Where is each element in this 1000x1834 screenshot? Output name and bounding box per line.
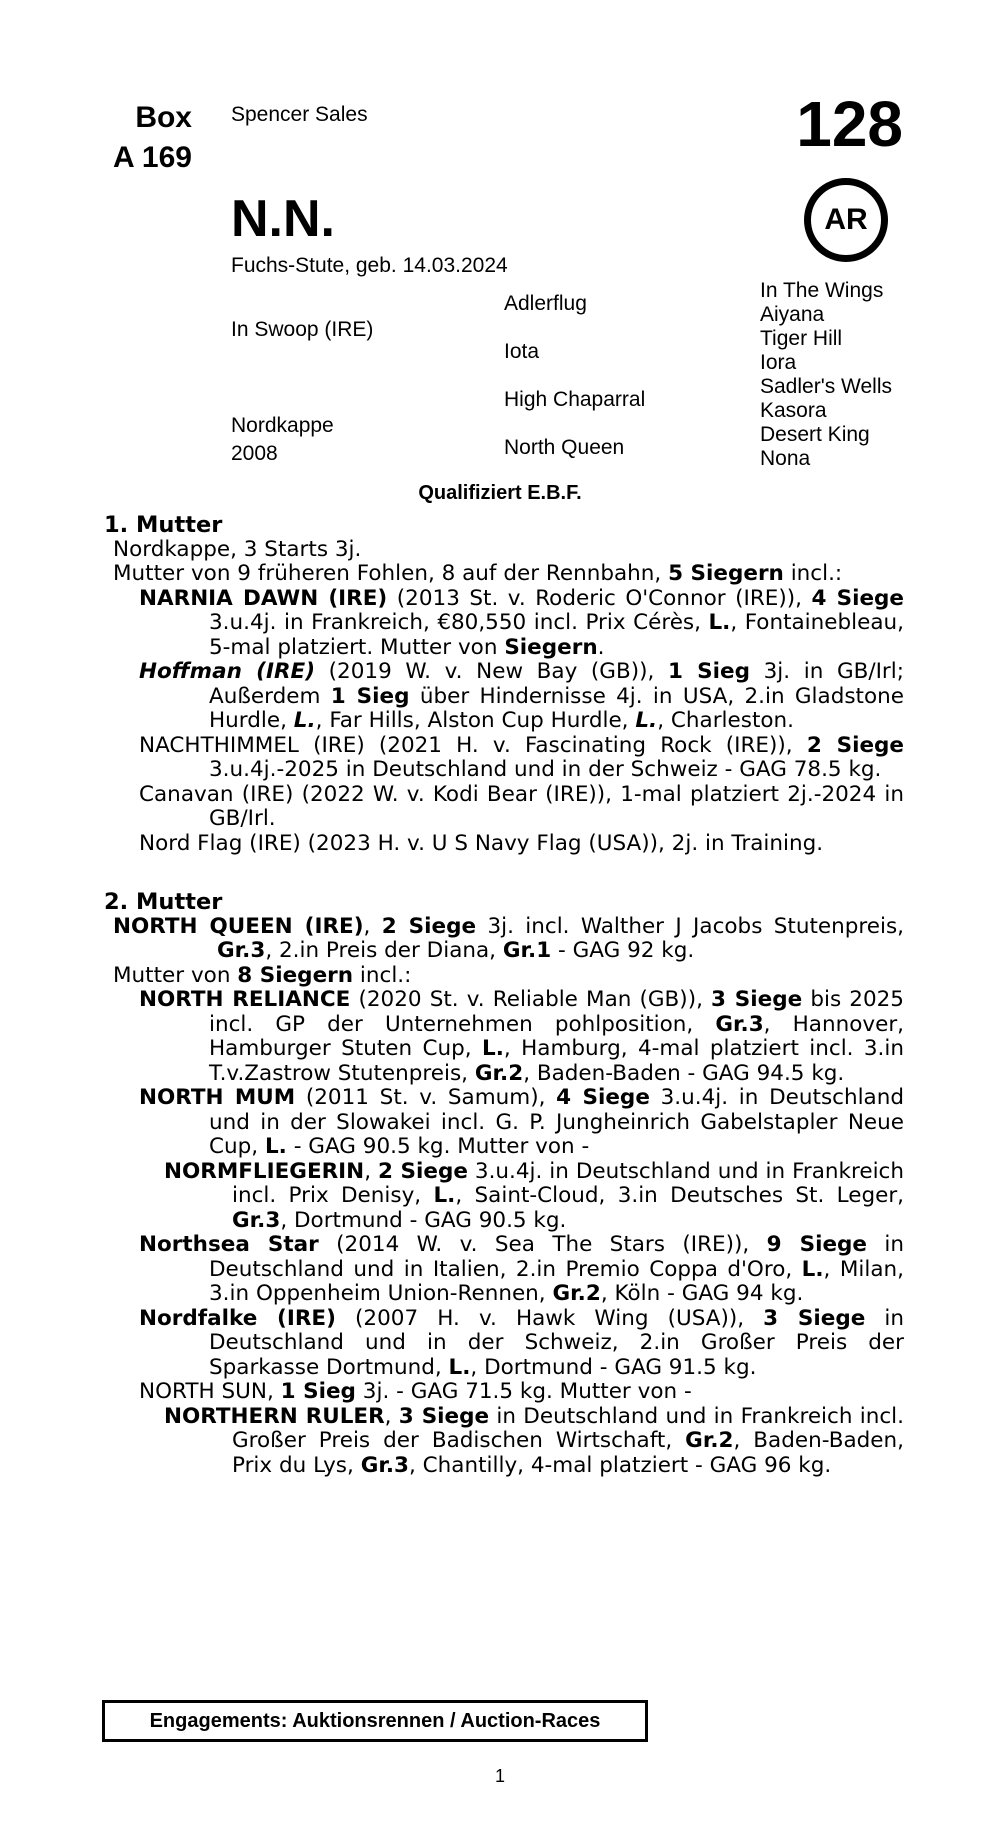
produce-entry: NARNIA DAWN (IRE) (2013 St. v. Roderic O'Connor (IRE)), 4 Siege 3.u.4j. in Frankreich, €80,550 incl. Prix Cérès, L., Fontainebleau, 5-mal platziert. Mutter von Siegern. [139,585,904,660]
ar-badge-label: AR [824,203,868,236]
pedigree-gen3: Desert King [760,423,870,446]
second-dam-title: 2. Mutter [104,889,223,915]
pedigree-gen2: Iota [504,340,540,363]
produce-entry: NORTH MUM (2011 St. v. Samum), 4 Siege 3.u.4j. in Deutschland und in der Slowakei incl. G. P. Jungheinrich Gabelstapler Neue Cup, L. - GAG 90.5 kg. Mutter von - [139,1085,905,1159]
produce-entry: NACHTHIMMEL (IRE) (2021 H. v. Fascinating Rock (IRE)), 2 Siege 3.u.4j.-2025 in Deutschland und in der Schweiz - GAG 78.5 kg. [139,732,904,782]
first-dam-title: 1. Mutter [104,512,223,538]
first-dam-line: Nordkappe, 3 Starts 3j. [113,536,362,562]
pedigree-sire: In Swoop (IRE) [231,318,374,341]
lot-number: 128 [796,88,903,160]
produce-entry: Hoffman (IRE) (2019 W. v. New Bay (GB)), 1 Sieg 3j. in GB/Irl; Außerdem 1 Sieg über Hindernisse 4j. in USA, 2.in Gladstone Hurdle, L., Far Hills, Alston Cup Hurdle, L., Charleston. [139,659,904,733]
box-label: Box [135,101,192,134]
second-dam-section [104,890,904,1478]
pedigree-gen2: North Queen [504,436,625,459]
pedigree-dam: Nordkappe [231,414,334,437]
pedigree-gen3: Kasora [760,399,827,422]
produce-entry: Nord Flag (IRE) (2023 H. v. U S Navy Flag (USA)), 2j. in Training. [139,830,824,856]
produce-entry: Canavan (IRE) (2022 W. v. Kodi Bear (IRE)), 1-mal platziert 2j.-2024 in GB/Irl. [139,781,904,831]
first-dam-section [104,513,904,856]
produce-entry: NORMFLIEGERIN, 2 Siege 3.u.4j. in Deutschland und in Frankreich incl. Prix Denisy, L., Saint-Cloud, 3.in Deutsches St. Leger, Gr.3, Dortmund - GAG 90.5 kg. [164,1158,904,1233]
pedigree-gen3: Aiyana [760,303,825,326]
engagements-box: Engagements: Auktionsrennen / Auction-Races [102,1700,648,1742]
second-dam-produce-line: Mutter von 8 Siegern incl.: [113,962,412,988]
pedigree-gen2: High Chaparral [504,388,646,411]
produce-entry: NORTH RELIANCE (2020 St. v. Reliable Man (GB)), 3 Siege bis 2025 incl. GP der Unternehmen pohlposition, Gr.3, Hannover, Hamburger Stuten Cup, L., Hamburg, 4-mal platziert incl. 3.in T.v.Zastrow Stutenpreis, Gr.2, Baden-Baden - GAG 94.5 kg. [139,987,904,1086]
pedigree-gen3: Iora [760,351,797,374]
ar-badge [804,178,888,262]
produce-entry: NORTHERN RULER, 3 Siege in Deutschland und in Frankreich incl. Großer Preis der Badischen Wirtschaft, Gr.2, Baden-Baden, Prix du Lys, Gr.3, Chantilly, 4-mal platziert - GAG 96 kg. [164,1403,904,1478]
horse-name: N.N. [231,190,335,248]
pedigree-dam-year: 2008 [231,442,278,465]
pedigree-gen2: Adlerflug [504,292,587,315]
pedigree-gen3: Nona [760,447,811,470]
pedigree-gen3: Sadler's Wells [760,375,892,398]
pedigree-gen3: In The Wings [760,279,884,302]
page-number: 1 [494,1766,505,1786]
pedigree-gen3: Tiger Hill [760,327,843,350]
box-label-block [100,98,192,178]
first-dam-produce-line: Mutter von 9 früheren Fohlen, 8 auf der Rennbahn, 5 Siegern incl.: [113,561,843,586]
qualification: Qualifiziert E.B.F. [418,482,582,504]
second-dam-line: NORTH QUEEN (IRE), 2 Siege 3j. incl. Walther J Jacobs Stutenpreis, Gr.3, 2.in Preis der Diana, Gr.1 - GAG 92 kg. [113,913,904,963]
horse-description: Fuchs-Stute, geb. 14.03.2024 [231,254,508,277]
produce-entry: Nordfalke (IRE) (2007 H. v. Hawk Wing (USA)), 3 Siege in Deutschland und in der Schweiz, 2.in Großer Preis der Sparkasse Dortmund, L., Dortmund - GAG 91.5 kg. [139,1305,905,1380]
produce-entry: Northsea Star (2014 W. v. Sea The Stars (IRE)), 9 Siege in Deutschland und in Italien, 2.in Premio Coppa d'Oro, L., Milan, 3.in Oppenheim Union-Rennen, Gr.2, Köln - GAG 94 kg. [139,1232,905,1306]
produce-entry: NORTH SUN, 1 Sieg 3j. - GAG 71.5 kg. Mutter von - [139,1379,692,1404]
box-number: A 169 [113,141,192,174]
seller-name: Spencer Sales [231,103,368,126]
